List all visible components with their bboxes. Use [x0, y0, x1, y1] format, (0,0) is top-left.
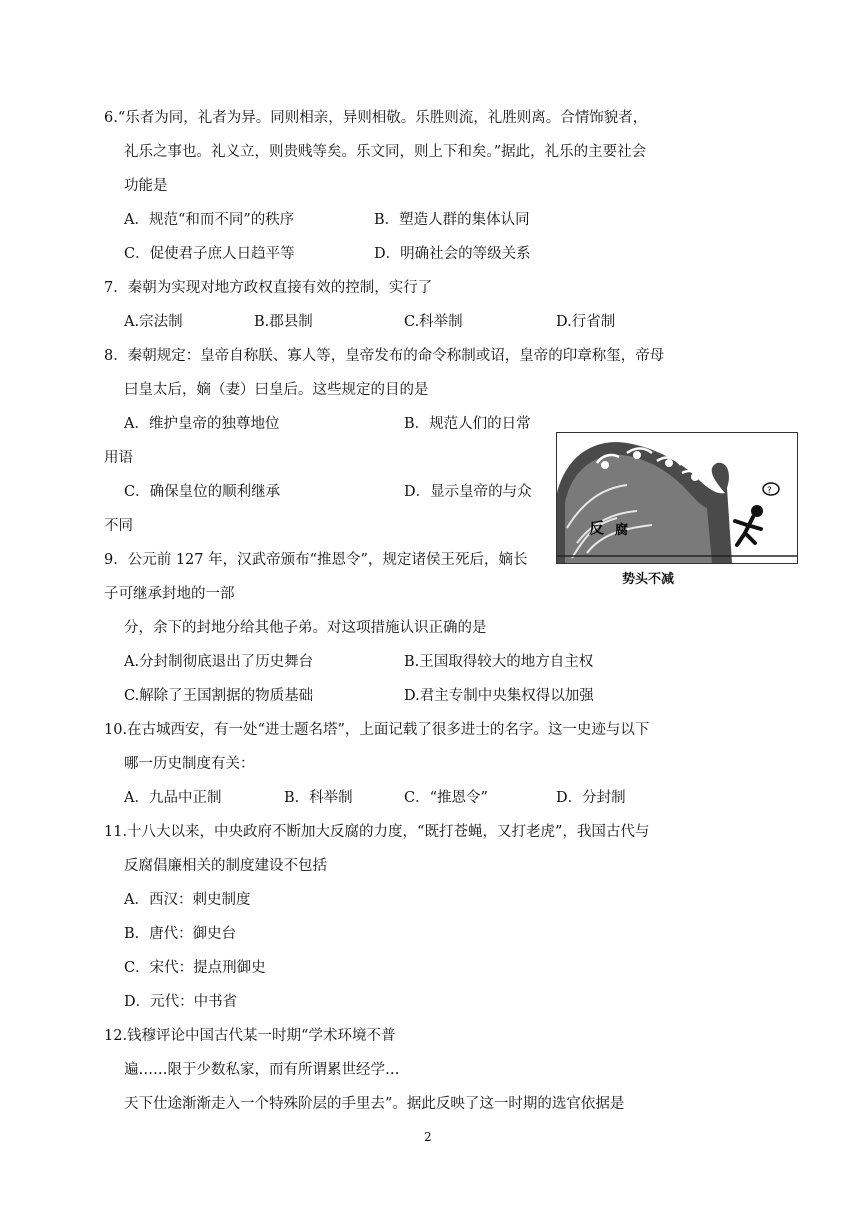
q7-option-a: A.宗法制: [124, 314, 183, 330]
q10-option-a: A．九品中正制: [124, 790, 222, 806]
svg-text:?: ?: [767, 486, 772, 496]
q10-option-c: C．“推恩令”: [404, 790, 488, 806]
q12-line-3: 天下仕途渐渐走入一个特殊阶层的手里去”。据此反映了这一时期的选官依据是: [124, 1096, 625, 1112]
q9-option-b: B.王国取得较大的地方自主权: [404, 654, 594, 670]
q12-line-1: 12.钱穆评论中国古代某一时期“学术环境不普: [104, 1028, 396, 1044]
q7-option-c: C.科举制: [404, 314, 463, 330]
wave-illustration: [557, 433, 797, 563]
q11-option-c: C．宋代：提点刑御史: [124, 960, 266, 976]
q6-line-2: 礼乐之事也。礼义立，则贵贱等矣。乐文同，则上下和矣。”据此，礼乐的主要社会: [124, 144, 647, 160]
q11-line-2: 反腐倡廉相关的制度建设不包括: [124, 858, 327, 874]
q10-line-2: 哪一历史制度有关：: [124, 756, 255, 772]
anti-corruption-cartoon: [556, 432, 798, 564]
q10-option-d: D．分封制: [556, 790, 626, 806]
q6-line-3: 功能是: [124, 178, 168, 194]
cartoon-label-2: 腐: [615, 523, 629, 538]
q6-option-a: A．规范“和而不同”的秩序: [124, 212, 295, 228]
cartoon-caption: 势头不减: [622, 572, 675, 587]
q7-line-1: 7．秦朝为实现对地方政权直接有效的控制，实行了: [104, 280, 433, 296]
q6-option-d: D．明确社会的等级关系: [374, 246, 531, 262]
q8-line-2: 曰皇太后，嫡（妻）曰皇后。这些规定的目的是: [124, 382, 429, 398]
q10-option-b: B．科举制: [284, 790, 353, 806]
q9-option-d: D.君主专制中央集权得以加强: [404, 688, 594, 704]
q7-option-d: D.行省制: [556, 314, 616, 330]
q8-option-d-cont: 不同: [104, 518, 133, 534]
q11-option-a: A．西汉：刺史制度: [124, 892, 251, 908]
q8-option-b: B．规范人们的日常: [404, 416, 531, 432]
q8-option-d: D．显示皇帝的与众: [404, 484, 532, 500]
q8-line-1: 8．秦朝规定：皇帝自称朕、寡人等，皇帝发布的命令称制或诏，皇帝的印章称玺，帝母: [104, 348, 665, 364]
q6-line-1: 6.“乐者为同，礼者为异。同则相亲，异则相敬。乐胜则流，礼胜则离。合情饰貌者，: [104, 110, 648, 126]
q8-option-a: A．维护皇帝的独尊地位: [124, 416, 280, 432]
q9-line-1: 9．公元前 127 年，汉武帝颁布“推恩令”，规定诸侯王死后，嫡长: [104, 552, 528, 568]
page-number: 2: [424, 1130, 432, 1144]
q8-option-c: C．确保皇位的顺利继承: [124, 484, 281, 500]
cartoon-label-1: 反: [589, 519, 605, 537]
q9-option-c: C.解除了王国割据的物质基础: [124, 688, 314, 704]
q6-option-b: B．塑造人群的集体认同: [374, 212, 530, 228]
q10-line-1: 10.在古城西安，有一处“进士题名塔”，上面记载了很多进士的名字。这一史迹与以下: [104, 722, 650, 738]
q11-line-1: 11.十八大以来，中央政府不断加大反腐的力度，“既打苍蝇，又打老虎”，我国古代与: [104, 824, 650, 840]
q9-option-a: A.分封制彻底退出了历史舞台: [124, 654, 314, 670]
q11-option-d: D．元代：中书省: [124, 994, 238, 1010]
q8-option-b-cont: 用语: [104, 450, 133, 466]
q12-line-2: 遍……限于少数私家，而有所谓累世经学…: [124, 1062, 400, 1078]
q9-line-3: 分，余下的封地分给其他子弟。对这项措施认识正确的是: [124, 620, 487, 636]
q9-line-2: 子可继承封地的一部: [104, 586, 235, 602]
q11-option-b: B．唐代：御史台: [124, 926, 237, 942]
q7-option-b: B.郡县制: [254, 314, 313, 330]
q6-option-c: C．促使君子庶人日趋平等: [124, 246, 295, 262]
